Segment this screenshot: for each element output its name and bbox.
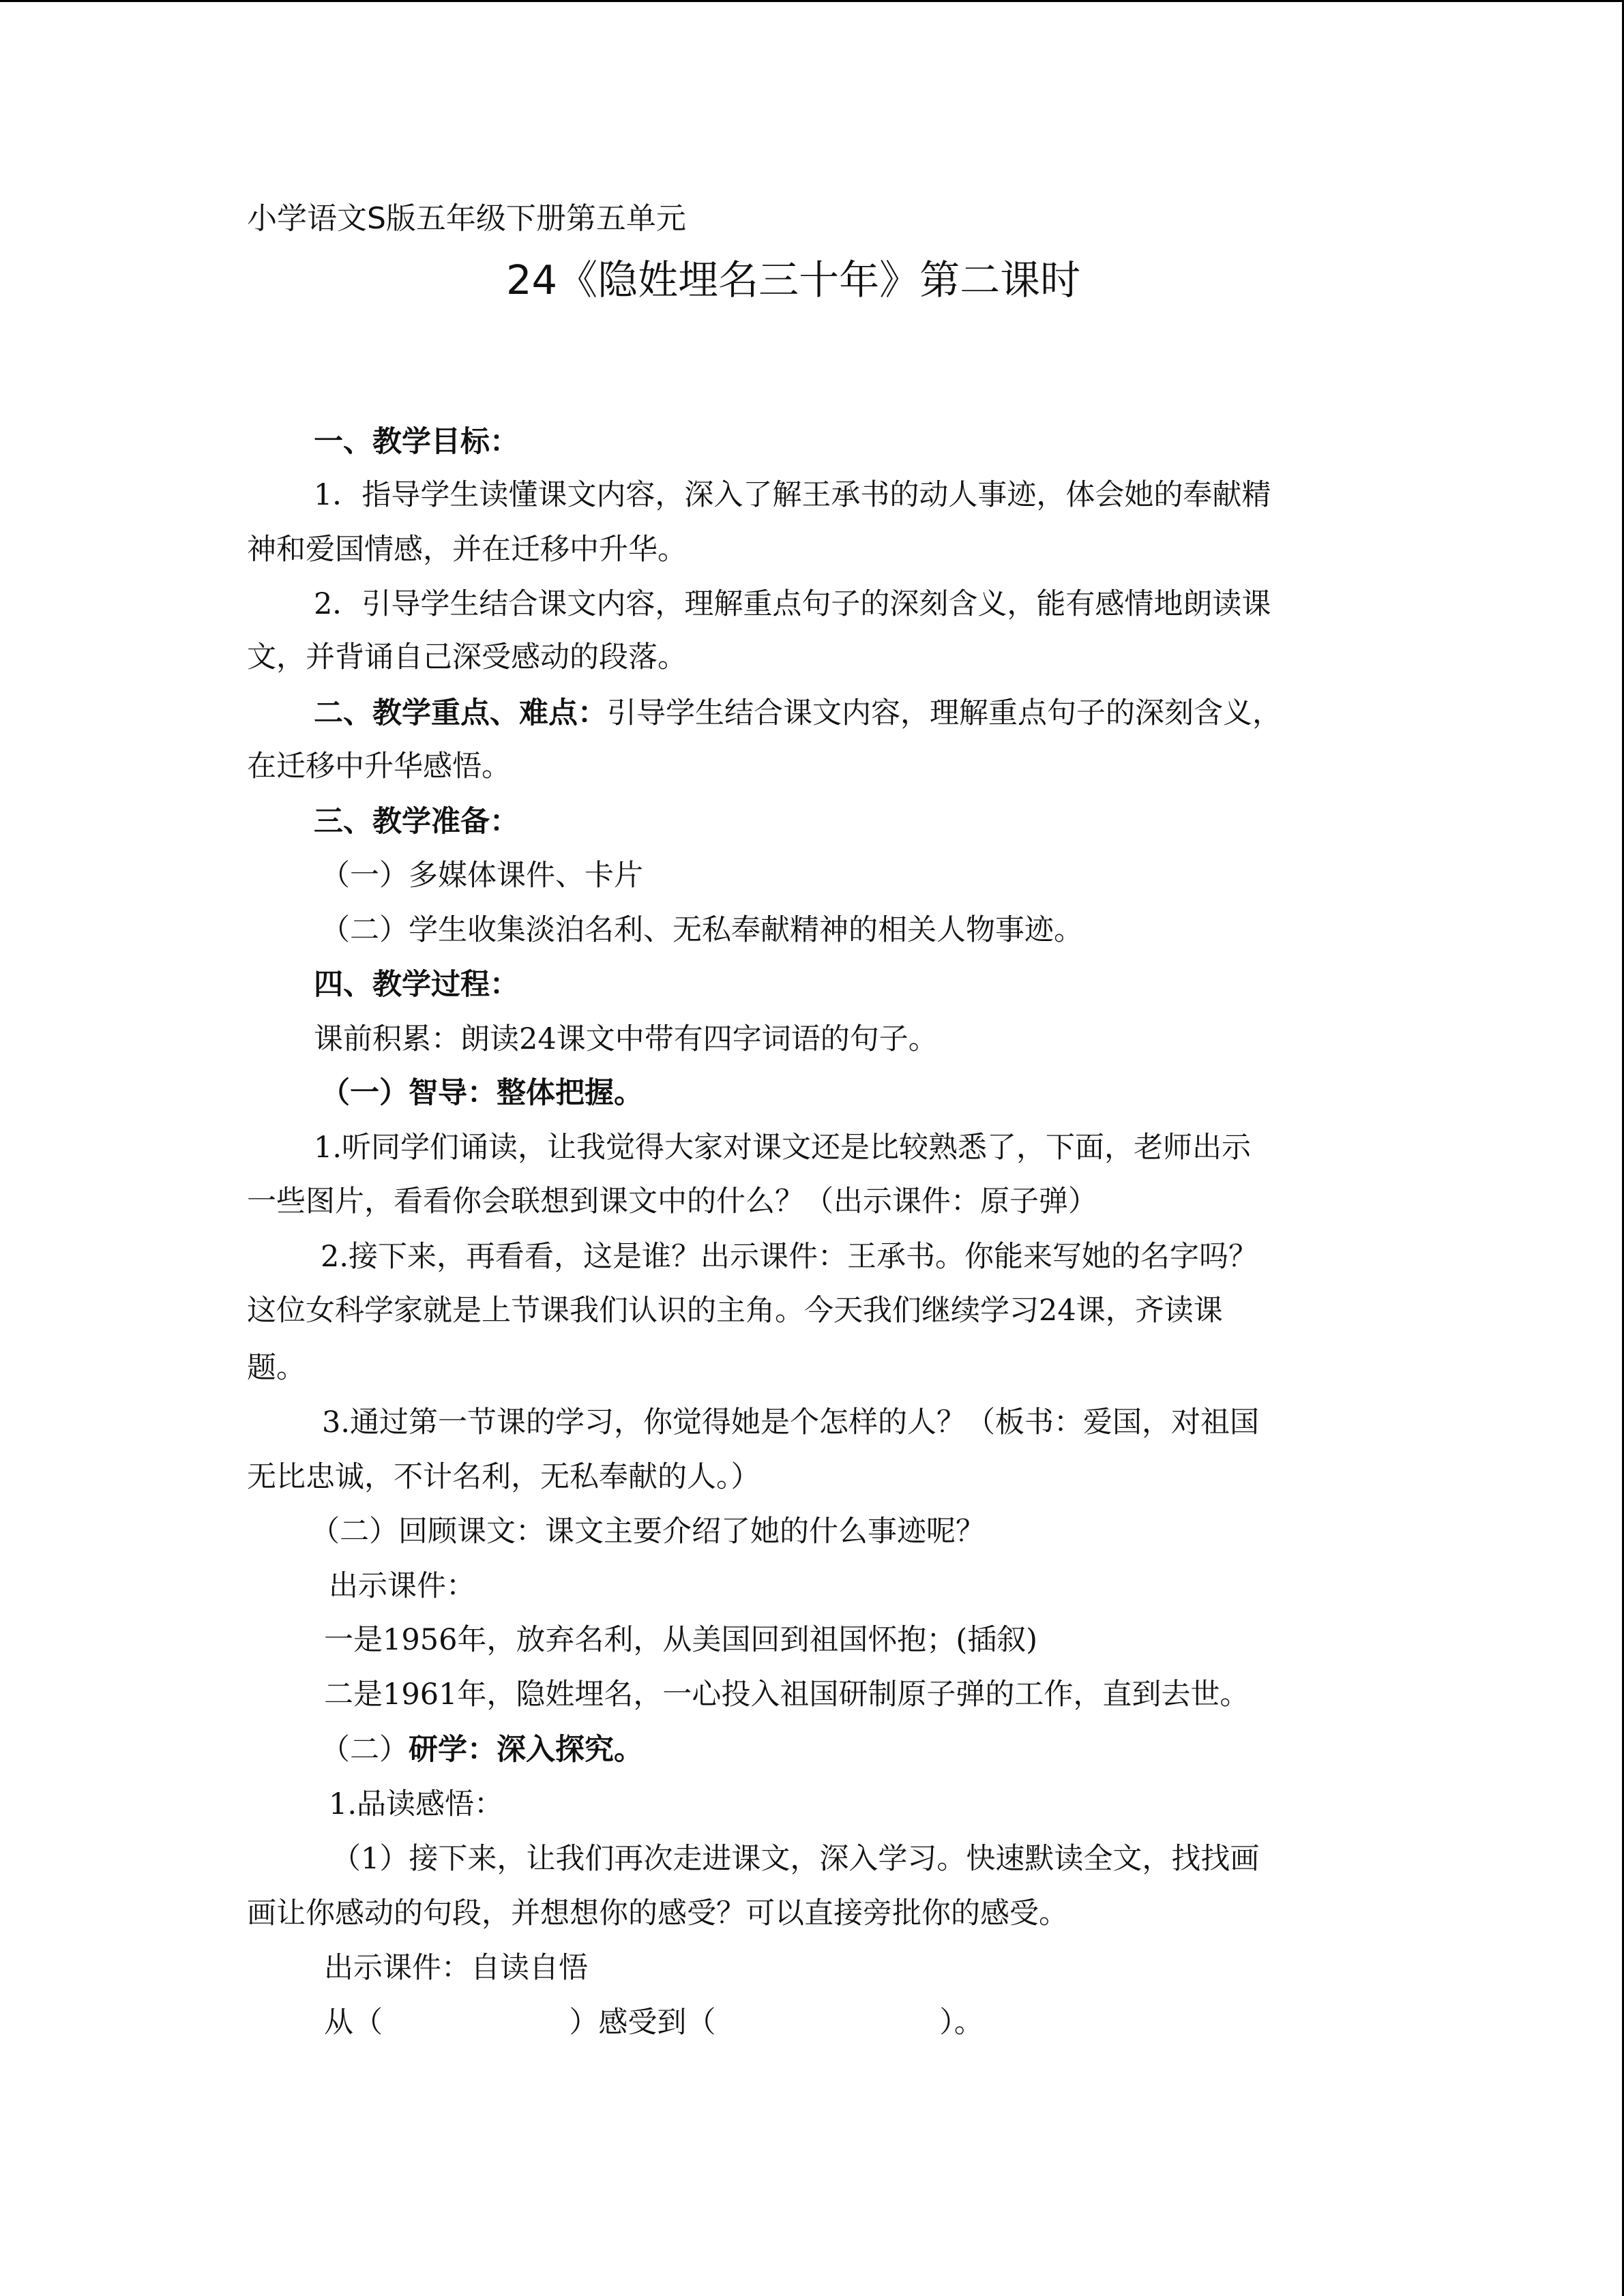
fill-blank: 从（ ）感受到（ ）。 — [324, 2006, 984, 2040]
part2-heading-prefix: （二） — [321, 1733, 409, 1767]
self-read: 出示课件：自读自悟 — [324, 1951, 588, 1985]
prep-item-1: （一）多媒体课件、卡片 — [321, 859, 643, 893]
step-1-line-2: 一些图片，看看你会联想到课文中的什么？（出示课件：原子弹） — [247, 1184, 1097, 1219]
goals-heading: 一、教学目标： — [314, 425, 519, 459]
fact-1: 一是1956年，放弃名利，从美国回到祖国怀抱；(插叙) — [324, 1623, 1037, 1657]
goal-1-line-2: 神和爱国情感，并在迁移中升华。 — [247, 533, 687, 567]
prep-heading: 三、教学准备： — [314, 805, 519, 839]
sub-1-item-1-line-1: （1）接下来，让我们再次走进课文，深入学习。快速默读全文，找找画 — [331, 1842, 1260, 1876]
part1-heading: （一）智导：整体把握。 — [321, 1076, 643, 1110]
pre-class: 课前积累：朗读24课文中带有四字词语的句子。 — [314, 1022, 938, 1056]
process-heading: 四、教学过程： — [314, 968, 519, 1002]
prep-item-2: （二）学生收集淡泊名利、无私奉献精神的相关人物事迹。 — [321, 913, 1083, 947]
doc-title: 24《隐姓埋名三十年》第二课时 — [506, 256, 1081, 303]
goal-2-line-1: 2．引导学生结合课文内容，理解重点句子的深刻含义，能有感情地朗读课 — [314, 587, 1271, 621]
sub-1-item-1-line-2: 画让你感动的句段，并想想你的感受？可以直接旁批你的感受。 — [247, 1896, 1068, 1930]
part2-heading-title: 研学：深入探究。 — [409, 1733, 643, 1767]
step-3-line-1: 3.通过第一节课的学习，你觉得她是个怎样的人？（板书：爱国，对祖国 — [322, 1405, 1260, 1440]
show-courseware: 出示课件： — [329, 1569, 475, 1603]
part2-heading — [321, 1731, 643, 1769]
step-2-line-3: 题。 — [247, 1351, 306, 1385]
doc-header: 小学语文S版五年级下册第五单元 — [247, 201, 686, 236]
review: （二）回顾课文：课文主要介绍了她的什么事迹呢？ — [310, 1515, 985, 1549]
goal-2-line-2: 文，并背诵自己深受感动的段落。 — [247, 640, 687, 674]
key-points-heading: 二、教学重点、难点： — [314, 696, 607, 730]
step-2-line-1: 2.接下来，再看看，这是谁？出示课件：王承书。你能来写她的名字吗？ — [321, 1240, 1258, 1274]
fact-2: 二是1961年，隐姓埋名，一心投入祖国研制原子弹的工作，直到去世。 — [324, 1678, 1250, 1712]
key-points-line-1 — [314, 694, 1282, 732]
step-2-line-2: 这位女科学家就是上节课我们认识的主角。今天我们继续学习24课，齐读课 — [247, 1294, 1223, 1328]
sub-1: 1.品读感悟： — [329, 1787, 504, 1821]
step-3-line-2: 无比忠诚，不计名利，无私奉献的人。） — [247, 1460, 761, 1494]
goal-1-line-1: 1．指导学生读懂课文内容，深入了解王承书的动人事迹，体会她的奉献精 — [314, 478, 1271, 512]
step-1-line-1: 1.听同学们诵读，让我觉得大家对课文还是比较熟悉了，下面，老师出示 — [314, 1131, 1252, 1165]
key-points-text: 引导学生结合课文内容，理解重点句子的深刻含义， — [607, 696, 1282, 730]
key-points-line-2: 在迁移中升华感悟。 — [247, 749, 511, 784]
page-top-border — [0, 0, 1624, 2]
